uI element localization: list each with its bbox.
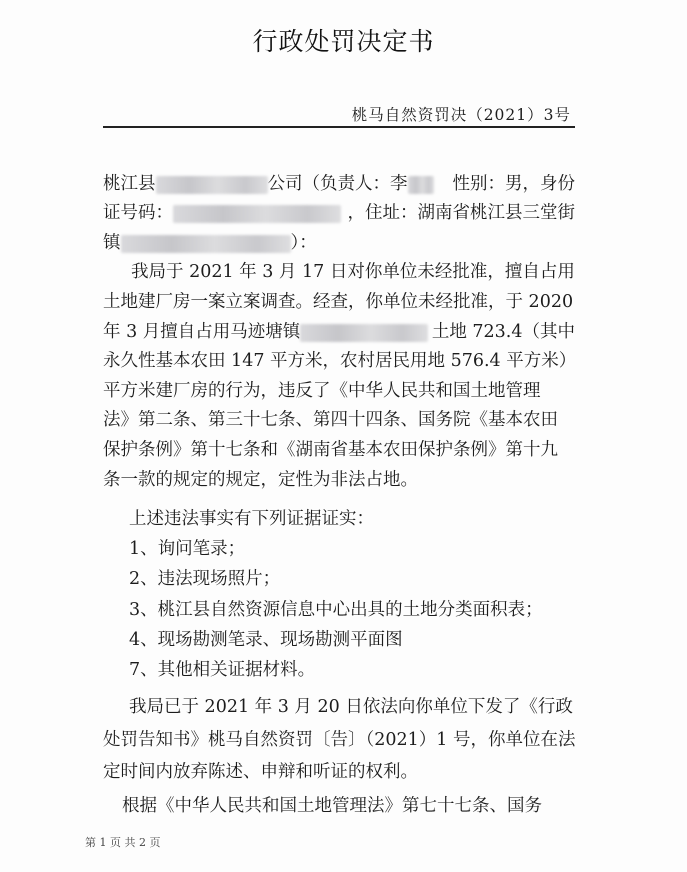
p1-line-3b: 土地 723.4（其中 (431, 322, 575, 342)
party-line-1 (103, 170, 575, 198)
p4-line-1: 根据《中华人民共和国土地管理法》第七十七条、国务 (122, 796, 542, 816)
p1-line-3a: 年 3 月擅自占用马迹塘镇 (103, 322, 301, 342)
evidence-item: 4、现场勘测笔录、现场勘测平面图 (129, 630, 403, 650)
evidence-item: 1、询问笔录； (129, 539, 246, 559)
party-line-2 (103, 199, 575, 227)
party-line-3 (103, 229, 317, 257)
p3-line-1: 我局已于 2021 年 3 月 20 日依法向你单位下发了《行政 (129, 697, 573, 717)
party-address: ，住址：湖南省桃江县三堂街 (347, 203, 575, 223)
p1-line-8: 条一款的规定的规定，定性为非法占地。 (103, 470, 418, 490)
evidence-intro: 上述违法事实有下列证据证实： (129, 509, 374, 529)
party-county: 桃江县 (103, 174, 156, 194)
p1-line-2: 土地建厂房一案立案调查。经查，你单位未经批准，于 2020 (103, 292, 574, 312)
p1-line-5: 平方米建厂房的行为，违反了《中华人民共和国土地管理 (103, 381, 541, 401)
p1-line-1: 我局于 2021 年 3 月 17 日对你单位未经批准，擅自占用 (131, 262, 575, 282)
party-company-label: 公司（负责人：李 (267, 174, 408, 194)
header-divider (103, 126, 575, 128)
party-gender: 性别：男，身份 (452, 174, 575, 194)
party-town: 镇 (103, 233, 121, 253)
p1-line-3 (103, 318, 575, 346)
p1-line-7: 保护条例》第十七条和《湖南省基本农田保护条例》第十九 (103, 440, 558, 460)
p1-line-4: 永久性基本农田 147 平方米，农村居民用地 576.4 平方米） (103, 351, 577, 371)
evidence-item: 3、桃江县自然资源信息中心出具的土地分类面积表； (129, 600, 543, 620)
party-id-label: 证号码： (103, 203, 173, 223)
p3-line-3: 定时间内放弃陈述、申辩和听证的权利。 (103, 762, 418, 782)
p3-line-2: 处罚告知书》桃马自然资罚〔告〕（2021）1 号，你单位在法 (103, 730, 576, 750)
party-line3-end: ）： (290, 233, 317, 253)
redacted-address (121, 235, 291, 253)
page-number: 第 1 页 共 2 页 (85, 836, 161, 849)
document-number: 桃马自然资罚决（2021）3号 (351, 106, 571, 124)
redacted-name (408, 176, 434, 194)
document-title: 行政处罚决定书 (252, 27, 435, 56)
redacted-id-number (173, 205, 341, 223)
evidence-item: 2、违法现场照片； (129, 569, 281, 589)
p1-line-6: 法》第二条、第三十七条、第四十四条、国务院《基本农田 (103, 410, 558, 430)
redacted-company-name (156, 176, 268, 194)
evidence-item: 7、其他相关证据材料。 (129, 660, 316, 680)
redacted-location (300, 324, 428, 342)
